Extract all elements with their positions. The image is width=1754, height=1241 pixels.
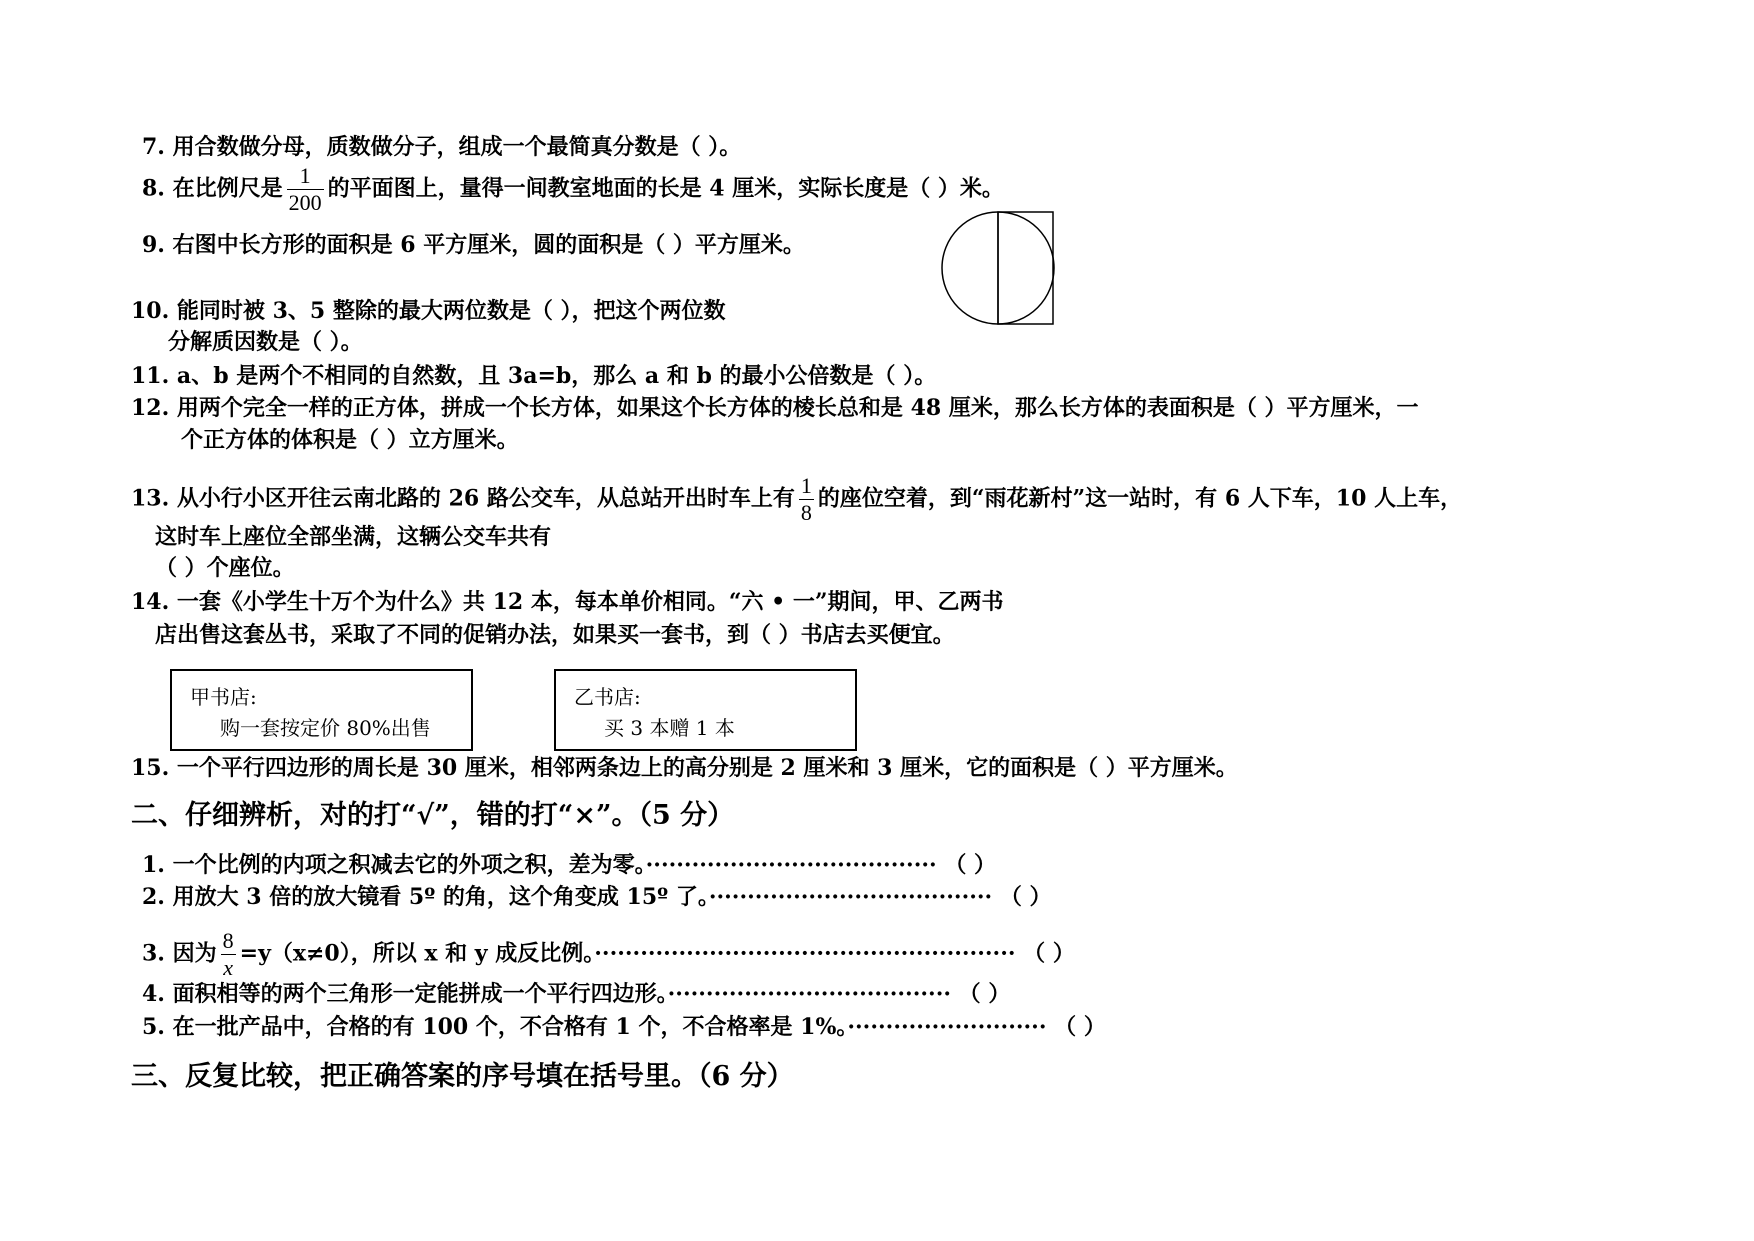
- circle-rectangle-figure: [936, 211, 1056, 329]
- question-13: [131, 475, 1462, 524]
- question-13-line-2: 这时车上座位全部坐满，这辆公交车共有: [155, 524, 552, 550]
- fraction-numerator: 1: [800, 473, 812, 498]
- shop-a-offer: 购一套按定价 80%出售: [220, 716, 431, 740]
- shop-a-box: [170, 669, 473, 751]
- question-10-line-1: 10. 能同时被 3、5 整除的最大两位数是（ ），把这个两位数: [131, 298, 726, 324]
- fraction-numerator: 1: [287, 165, 324, 190]
- fraction-denominator: 200: [288, 190, 322, 215]
- judgment-3-text-after: =y（x≠0），所以 x 和 y 成反比例。······················································· （ ）: [239, 940, 1075, 967]
- shop-b-name: 乙书店:: [574, 685, 641, 709]
- scale-fraction: [287, 165, 324, 214]
- question-13-line-3: （ ）个座位。: [155, 555, 295, 581]
- question-14-line-2: 店出售这套丛书，采取了不同的促销办法，如果买一套书，到（ ）书店去买便宜。: [155, 622, 955, 648]
- section-3-heading: 三、反复比较，把正确答案的序号填在括号里。（6 分）: [131, 1061, 794, 1092]
- question-13-text-after: 的座位空着，到“雨花新村”这一站时，有 6 人下车，10 人上车，: [817, 485, 1463, 512]
- question-14-line-1: 14. 一套《小学生十万个为什么》共 12 本，每本单价相同。“六 • 一”期间，甲、乙两书: [131, 589, 1004, 615]
- question-8: [142, 165, 1004, 214]
- question-15: 15. 一个平行四边形的周长是 30 厘米，相邻两条边上的高分别是 2 厘米和 3 厘米，它的面积是（ ）平方厘米。: [131, 755, 1238, 781]
- question-9: 9. 右图中长方形的面积是 6 平方厘米，圆的面积是（ ）平方厘米。: [142, 232, 805, 258]
- question-13-text-before: 13. 从小行小区开往云南北路的 26 路公交车，从总站开出时车上有: [131, 485, 795, 512]
- question-10-line-2: 分解质因数是（ ）。: [168, 329, 363, 355]
- question-8-text-after: 的平面图上，量得一间教室地面的长是 4 厘米，实际长度是（ ）米。: [327, 175, 1004, 202]
- question-8-text-before: 8. 在比例尺是: [142, 175, 283, 202]
- question-12-line-2: 个正方体的体积是（ ）立方厘米。: [181, 427, 519, 453]
- judgment-4: 4. 面积相等的两个三角形一定能拼成一个平行四边形。····································· （ ）: [142, 981, 1011, 1007]
- rectangle-shape: [998, 212, 1053, 324]
- judgment-3: [142, 930, 1075, 979]
- eight-over-x-fraction: [221, 930, 236, 979]
- shop-a-name: 甲书店:: [190, 685, 257, 709]
- shop-b-box: [554, 669, 857, 751]
- question-7: 7. 用合数做分母，质数做分子，组成一个最简真分数是（ ）。: [142, 134, 742, 160]
- judgment-2: 2. 用放大 3 倍的放大镜看 5º 的角，这个角变成 15º 了。····································· （ ）: [142, 884, 1052, 910]
- judgment-1: 1. 一个比例的内项之积减去它的外项之积，差为零。······································ （ ）: [142, 852, 996, 878]
- question-12-line-1: 12. 用两个完全一样的正方体，拼成一个长方体，如果这个长方体的棱长总和是 48 厘米，那么长方体的表面积是（ ）平方厘米，一: [131, 395, 1419, 421]
- fraction-denominator: 8: [800, 500, 812, 525]
- question-11: 11. a、b 是两个不相同的自然数，且 3a=b，那么 a 和 b 的最小公倍数是（ ）。: [131, 363, 937, 389]
- shop-b-offer: 买 3 本赠 1 本: [604, 716, 735, 740]
- empty-seats-fraction: [799, 475, 814, 524]
- section-2-heading: 二、仔细辨析，对的打“√”，错的打“×”。（5 分）: [131, 800, 735, 831]
- fraction-denominator: x: [223, 955, 234, 980]
- fraction-numerator: 8: [222, 928, 234, 953]
- judgment-3-text-before: 3. 因为: [142, 940, 217, 967]
- judgment-5: 5. 在一批产品中，合格的有 100 个，不合格有 1 个，不合格率是 1%。·························· （ ）: [142, 1014, 1106, 1040]
